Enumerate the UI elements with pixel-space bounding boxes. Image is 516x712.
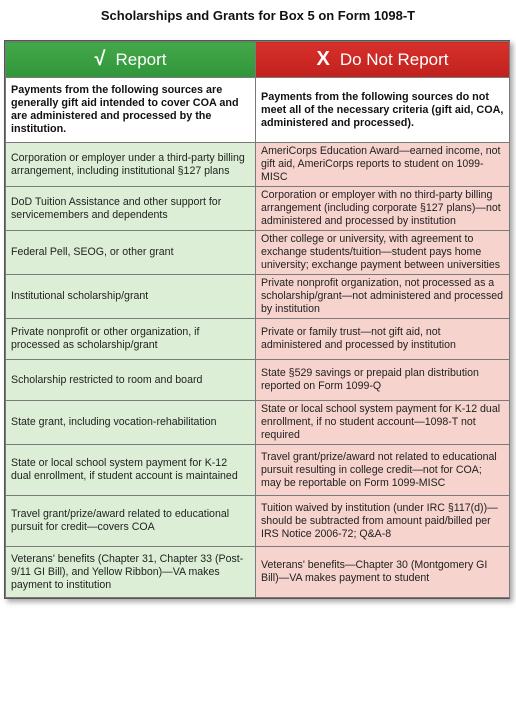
donot-cell: Tuition waived by institution (under IRC §117(d))—should be subtracted from amount paid/billed per IRS Notice 2006-72; Q&A-8 <box>256 496 510 547</box>
page-title: Scholarships and Grants for Box 5 on Form 1098-T <box>100 8 416 23</box>
donot-cell: Travel grant/prize/award not related to educational pursuit resulting in college credit—not for COA; may be reportable on Form 1099-MISC <box>256 445 510 496</box>
report-cell: Federal Pell, SEOG, or other grant <box>6 231 256 275</box>
donot-cell: Veterans' benefits—Chapter 30 (Montgomery GI Bill)—VA makes payment to student <box>256 547 510 598</box>
table-row <box>6 319 510 360</box>
report-cell: Travel grant/prize/award related to educational pursuit for credit—covers COA <box>6 496 256 547</box>
report-cell: Corporation or employer under a third-party billing arrangement, including institutional §127 plans <box>6 143 256 187</box>
report-description: Payments from the following sources are generally gift aid intended to cover COA and are administered and processed by the institution. <box>6 78 256 143</box>
donot-header <box>256 42 510 78</box>
donot-cell: Private nonprofit organization, not processed as a scholarship/grant—not administered and processed by institution <box>256 275 510 319</box>
table-row <box>6 445 510 496</box>
report-header-label: Report <box>115 50 167 69</box>
report-cell: DoD Tuition Assistance and other support for servicemembers and dependents <box>6 187 256 231</box>
donot-cell: State or local school system payment for K-12 dual enrollment, if no student account—1098-T not required <box>256 401 510 445</box>
scholarship-table <box>5 41 510 598</box>
donot-cell: AmeriCorps Education Award—earned income, not gift aid, AmeriCorps reports to student on 1099-MISC <box>256 143 510 187</box>
report-cell: Scholarship restricted to room and board <box>6 360 256 401</box>
check-icon: √ <box>94 48 106 70</box>
report-cell: State or local school system payment for K-12 dual enrollment, if student account is maintained <box>6 445 256 496</box>
table-row <box>6 143 510 187</box>
table-row <box>6 231 510 275</box>
donot-cell: Corporation or employer with no third-party billing arrangement (including corporate §127 plans)—not administered and processed by institution <box>256 187 510 231</box>
report-cell: Veterans' benefits (Chapter 31, Chapter 33 (Post-9/11 GI Bill), and Yellow Ribbon)—VA makes payment to institution <box>6 547 256 598</box>
table-row <box>6 187 510 231</box>
report-cell: Institutional scholarship/grant <box>6 275 256 319</box>
x-icon: X <box>316 48 330 70</box>
table-row <box>6 496 510 547</box>
table-row <box>6 547 510 598</box>
description-row <box>6 78 510 143</box>
report-header <box>6 42 256 78</box>
donot-cell: Private or family trust—not gift aid, not administered and processed by institution <box>256 319 510 360</box>
table-row <box>6 401 510 445</box>
report-cell: State grant, including vocation-rehabilitation <box>6 401 256 445</box>
donot-cell: State §529 savings or prepaid plan distribution reported on Form 1099-Q <box>256 360 510 401</box>
table-row <box>6 360 510 401</box>
scholarship-table-frame <box>4 40 510 599</box>
donot-header-label: Do Not Report <box>339 50 449 69</box>
header-row <box>6 42 510 78</box>
donot-description: Payments from the following sources do not meet all of the necessary criteria (gift aid, COA, administered and processed). <box>256 78 510 143</box>
table-row <box>6 275 510 319</box>
report-cell: Private nonprofit or other organization, if processed as scholarship/grant <box>6 319 256 360</box>
donot-cell: Other college or university, with agreement to exchange students/tuition—student pays home university; exchange payment between universities <box>256 231 510 275</box>
